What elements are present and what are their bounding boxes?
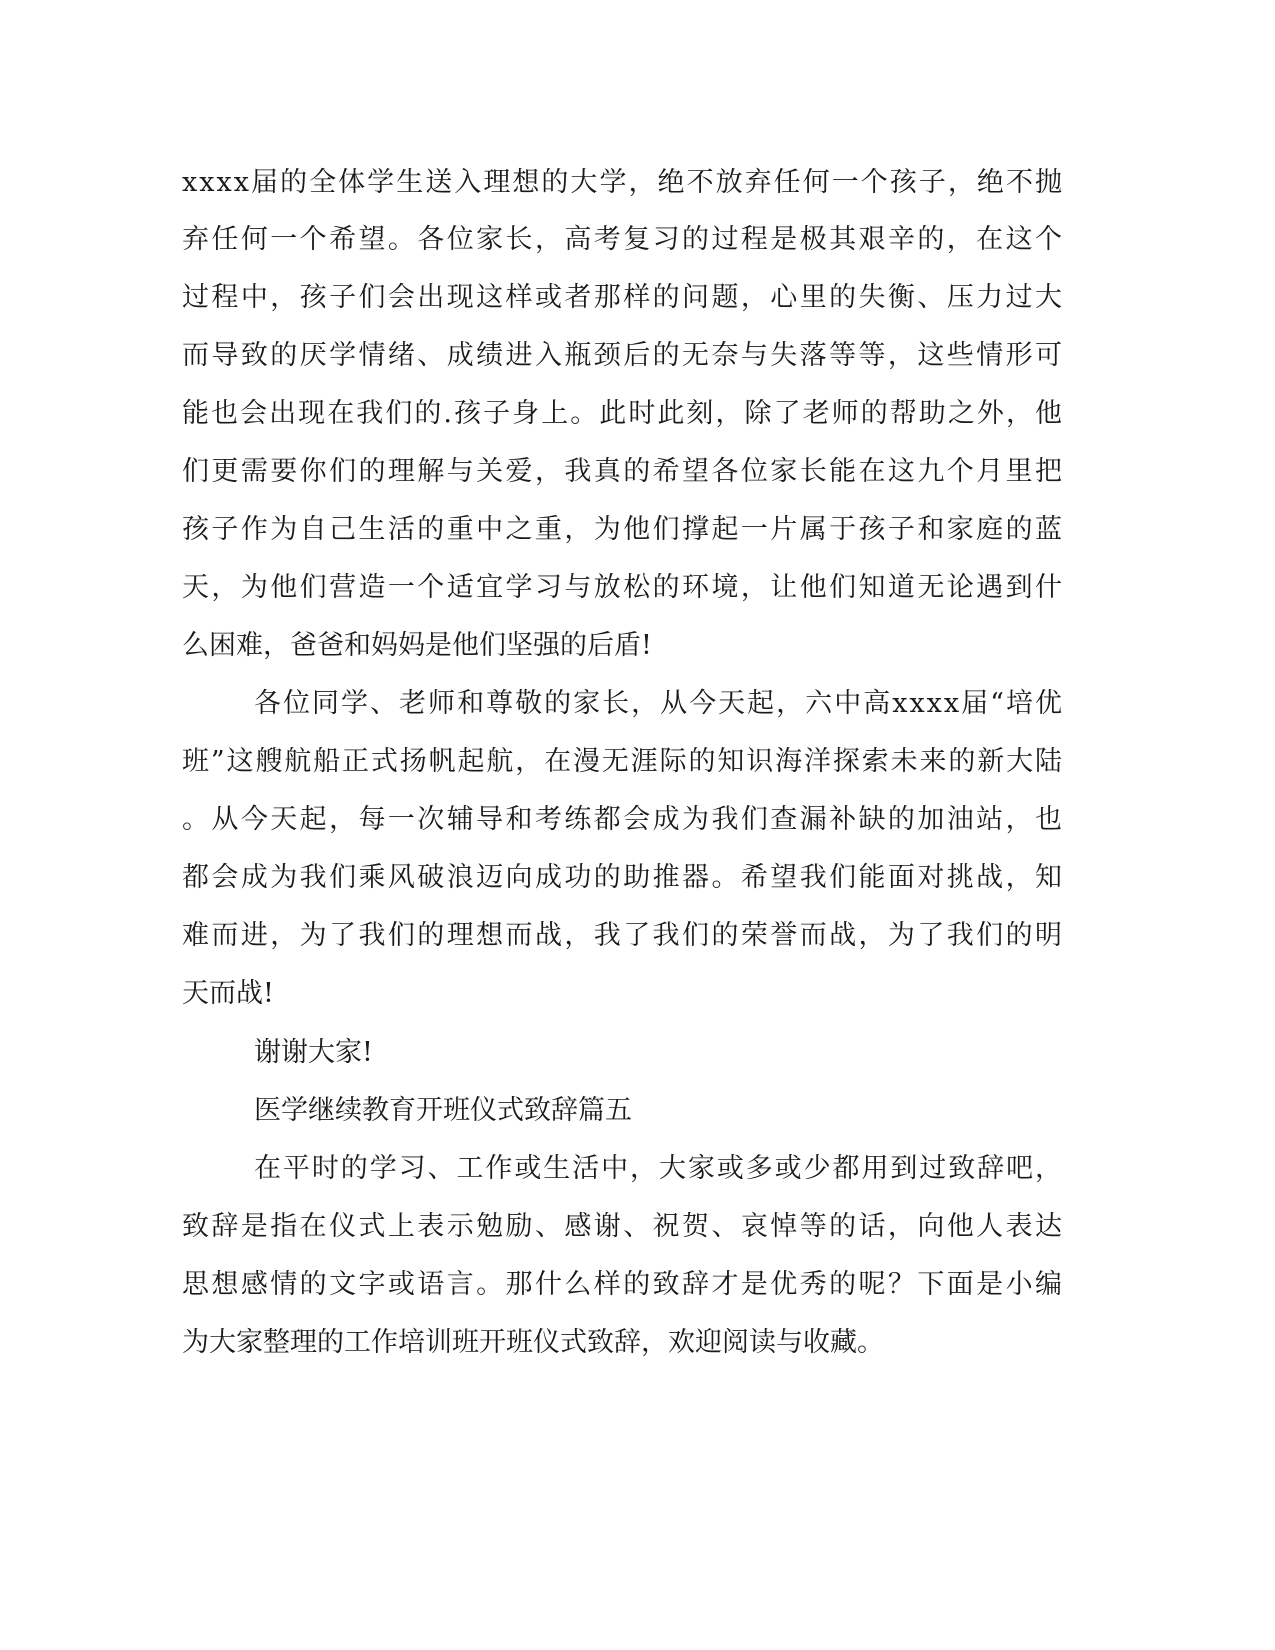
- text-line: 孩子作为自己生活的重中之重，为他们撑起一片属于孩子和家庭的蓝: [182, 514, 1065, 545]
- text-line: 。从今天起，每一次辅导和考练都会成为我们查漏补缺的加油站，也: [182, 804, 1065, 835]
- paragraph-first-line: 各位同学、老师和尊敬的家长，从今天起，六中高xxxx届“培优: [254, 688, 1065, 719]
- paragraph-first-line: 在平时的学习、工作或生活中，大家或多或少都用到过致辞吧，: [254, 1153, 1064, 1184]
- closing-line: 谢谢大家!: [254, 1037, 373, 1068]
- section-heading: 医学继续教育开班仪式致辞篇五: [254, 1095, 632, 1126]
- text-line: 难而进，为了我们的理想而战，我了我们的荣誉而战，为了我们的明: [182, 920, 1065, 951]
- text-line: 为大家整理的工作培训班开班仪式致辞，欢迎阅读与收藏。: [182, 1327, 884, 1358]
- text-line: 班”这艘航船正式扬帆起航，在漫无涯际的知识海洋探索未来的新大陆: [182, 746, 1064, 777]
- text-line: 能也会出现在我们的.孩子身上。此时此刻，除了老师的帮助之外，他: [182, 398, 1065, 429]
- text-line: 天而战!: [182, 978, 274, 1009]
- text-line: 都会成为我们乘风破浪迈向成功的助推器。希望我们能面对挑战，知: [182, 862, 1065, 893]
- text-line: xxxx届的全体学生送入理想的大学，绝不放弃任何一个孩子，绝不抛: [182, 167, 1065, 198]
- text-line: 过程中，孩子们会出现这样或者那样的问题，心里的失衡、压力过大: [182, 282, 1065, 313]
- text-line: 们更需要你们的理解与关爱，我真的希望各位家长能在这九个月里把: [182, 456, 1065, 487]
- text-line: 思想感情的文字或语言。那什么样的致辞才是优秀的呢？下面是小编: [182, 1269, 1065, 1300]
- text-line: 么困难，爸爸和妈妈是他们坚强的后盾!: [182, 630, 652, 661]
- text-line: 弃任何一个希望。各位家长，高考复习的过程是极其艰辛的，在这个: [182, 224, 1065, 255]
- text-line: 天，为他们营造一个适宜学习与放松的环境，让他们知道无论遇到什: [182, 572, 1065, 603]
- text-line: 而导致的厌学情绪、成绩进入瓶颈后的无奈与失落等等，这些情形可: [182, 340, 1065, 371]
- text-line: 致辞是指在仪式上表示勉励、感谢、祝贺、哀悼等的话，向他人表达: [182, 1211, 1065, 1242]
